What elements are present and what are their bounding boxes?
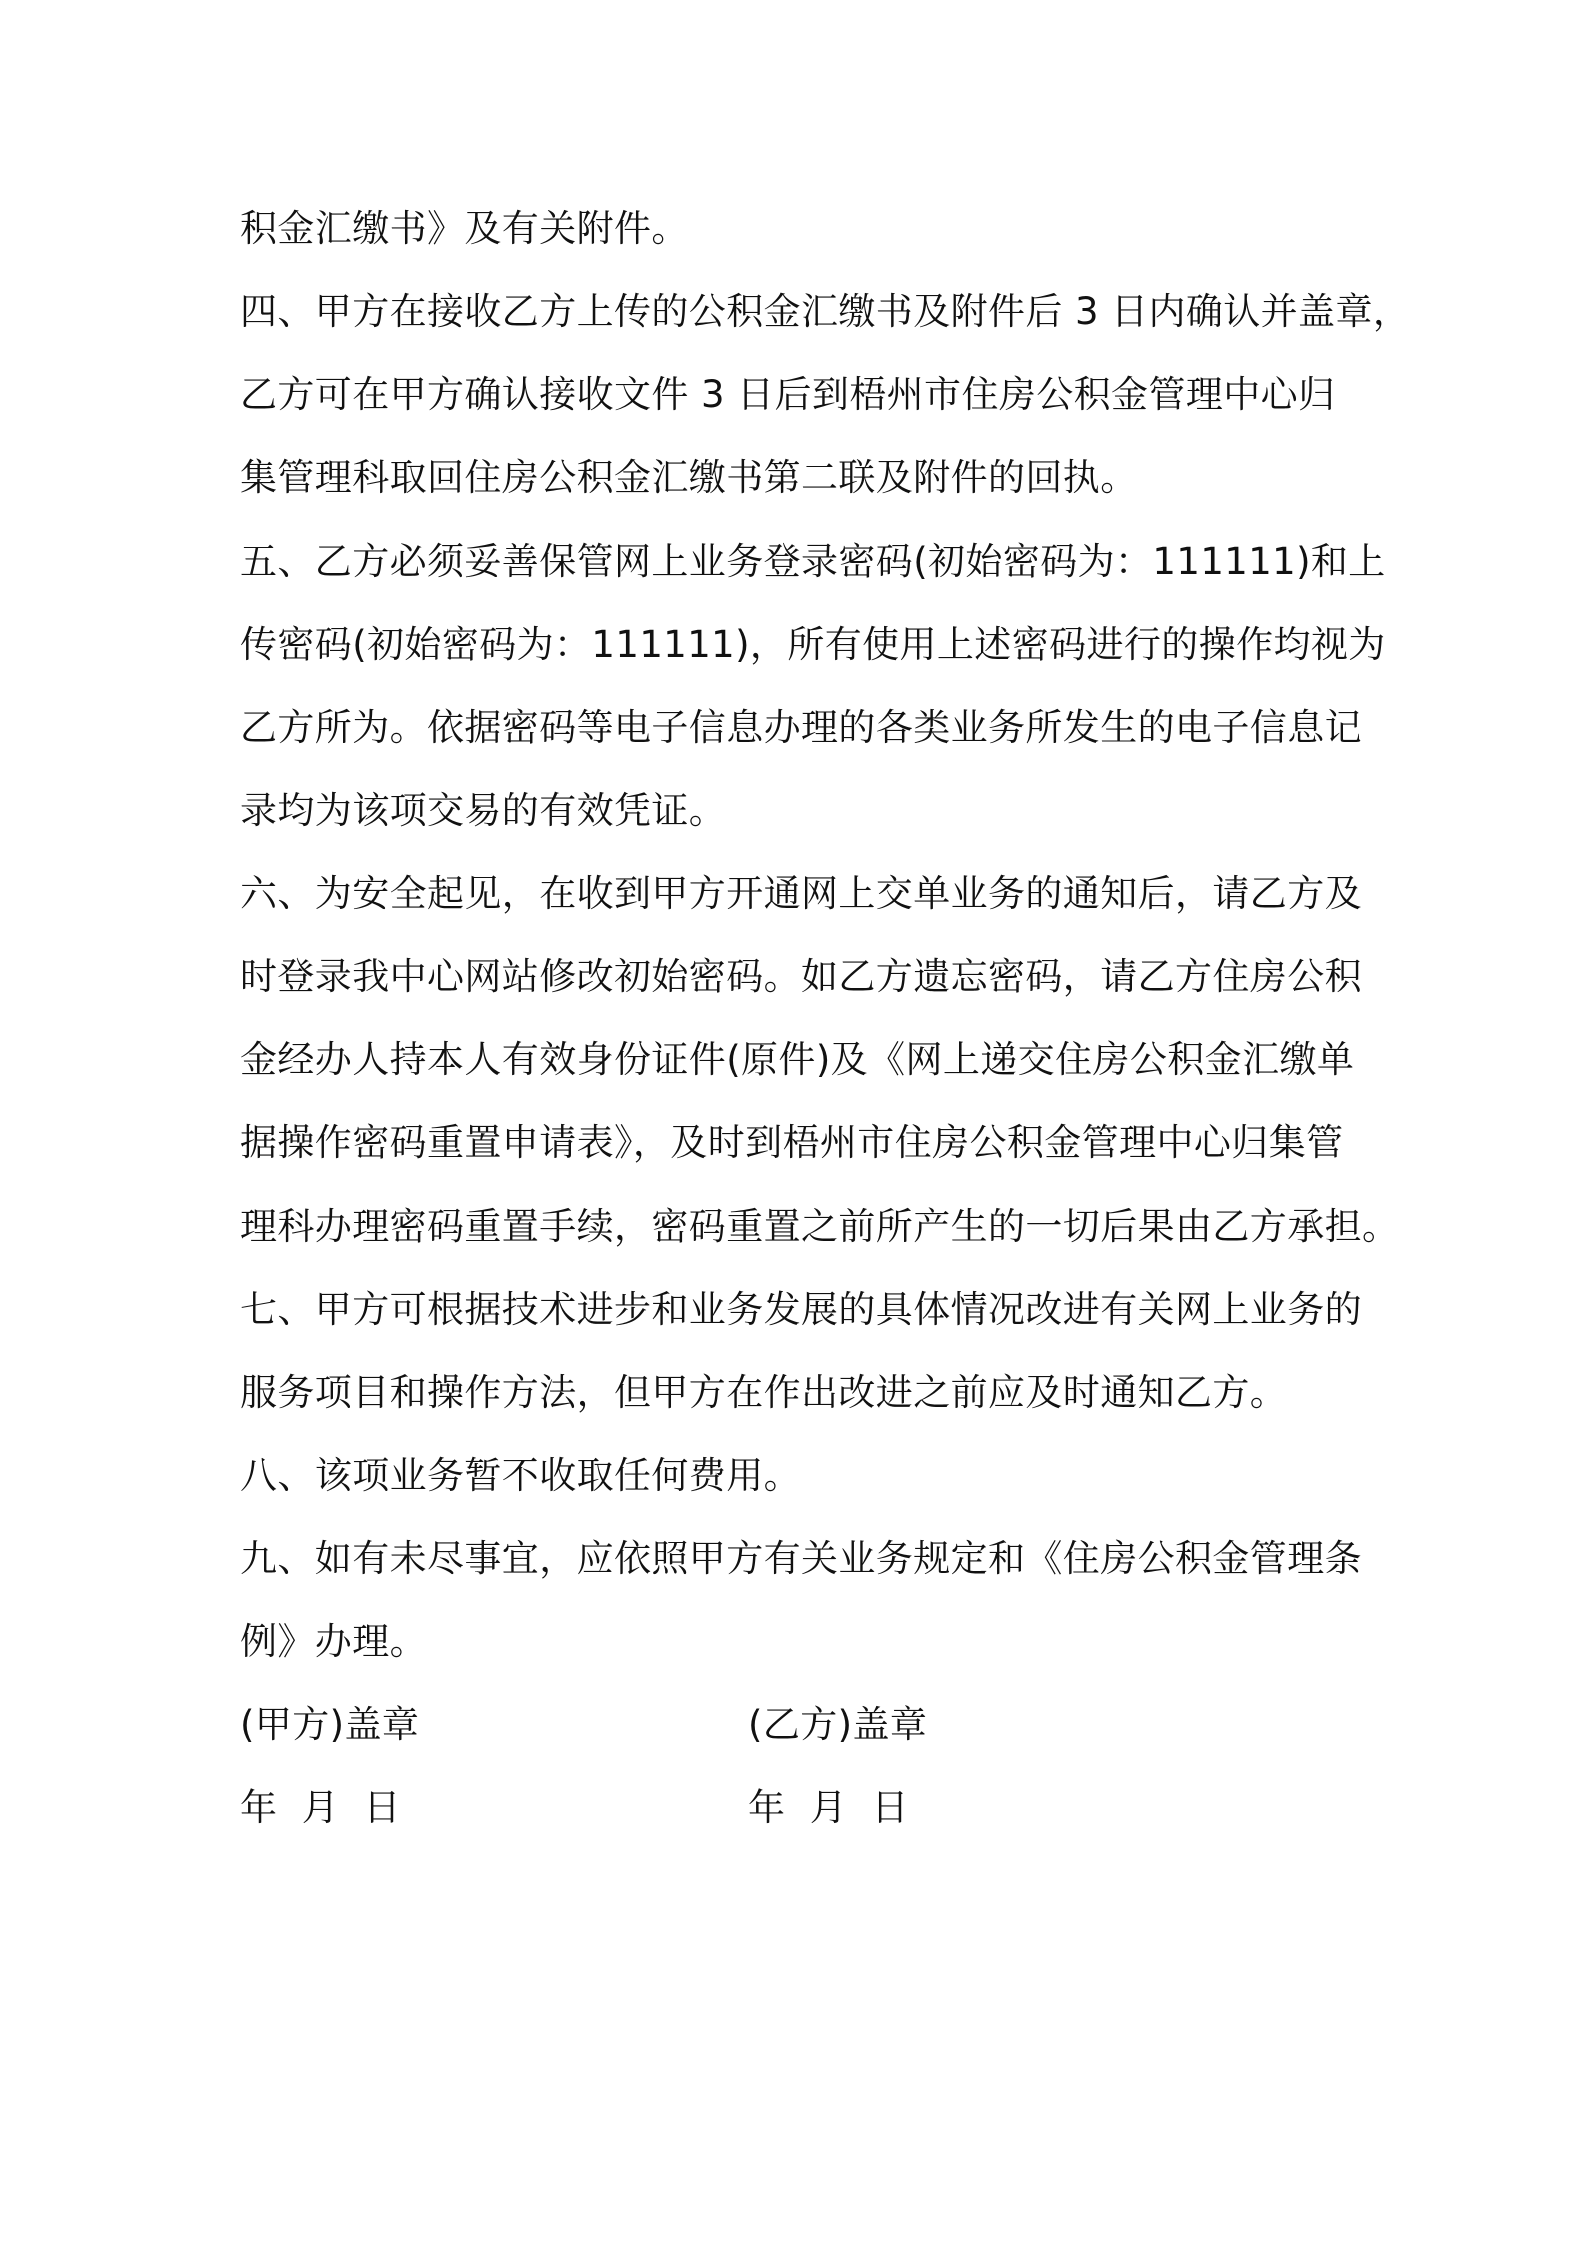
paragraph-line: 六、为安全起见，在收到甲方开通网上交单业务的通知后，请乙方及 xyxy=(240,872,1362,915)
paragraph-line: 金经办人持本人有效身份证件(原件)及《网上递交住房公积金汇缴单 xyxy=(240,1038,1355,1081)
paragraph-line: 九、如有未尽事宜，应依照甲方有关业务规定和《住房公积金管理条 xyxy=(240,1537,1362,1580)
party-a-seal-label: (甲方)盖章 xyxy=(240,1703,420,1746)
paragraph-line: 例》办理。 xyxy=(240,1620,427,1663)
paragraph-line: 乙方所为。依据密码等电子信息办理的各类业务所发生的电子信息记 xyxy=(240,706,1362,749)
paragraph-line: 四、甲方在接收乙方上传的公积金汇缴书及附件后 3 日内确认并盖章， xyxy=(240,290,1411,333)
paragraph-line: 乙方可在甲方确认接收文件 3 日后到梧州市住房公积金管理中心归 xyxy=(240,373,1336,416)
paragraph-line: 时登录我中心网站修改初始密码。如乙方遗忘密码，请乙方住房公积 xyxy=(240,955,1362,998)
paragraph-line: 五、乙方必须妥善保管网上业务登录密码(初始密码为：111111)和上 xyxy=(240,540,1386,583)
paragraph-line: 录均为该项交易的有效凭证。 xyxy=(240,789,727,832)
paragraph-line: 积金汇缴书》及有关附件。 xyxy=(240,207,689,250)
paragraph-line: 集管理科取回住房公积金汇缴书第二联及附件的回执。 xyxy=(240,456,1138,499)
paragraph-line: 八、该项业务暂不收取任何费用。 xyxy=(240,1454,801,1497)
paragraph-line: 理科办理密码重置手续，密码重置之前所产生的一切后果由乙方承担。 xyxy=(240,1205,1400,1248)
paragraph-line: 据操作密码重置申请表》，及时到梧州市住房公积金管理中心归集管 xyxy=(240,1121,1344,1164)
party-a-date-label: 年 月 日 xyxy=(240,1786,401,1829)
paragraph-line: 传密码(初始密码为：111111)，所有使用上述密码进行的操作均视为 xyxy=(240,623,1386,666)
party-b-date-label: 年 月 日 xyxy=(748,1786,909,1829)
paragraph-line: 七、甲方可根据技术进步和业务发展的具体情况改进有关网上业务的 xyxy=(240,1288,1362,1331)
paragraph-line: 服务项目和操作方法，但甲方在作出改进之前应及时通知乙方。 xyxy=(240,1371,1288,1414)
party-b-seal-label: (乙方)盖章 xyxy=(748,1703,928,1746)
